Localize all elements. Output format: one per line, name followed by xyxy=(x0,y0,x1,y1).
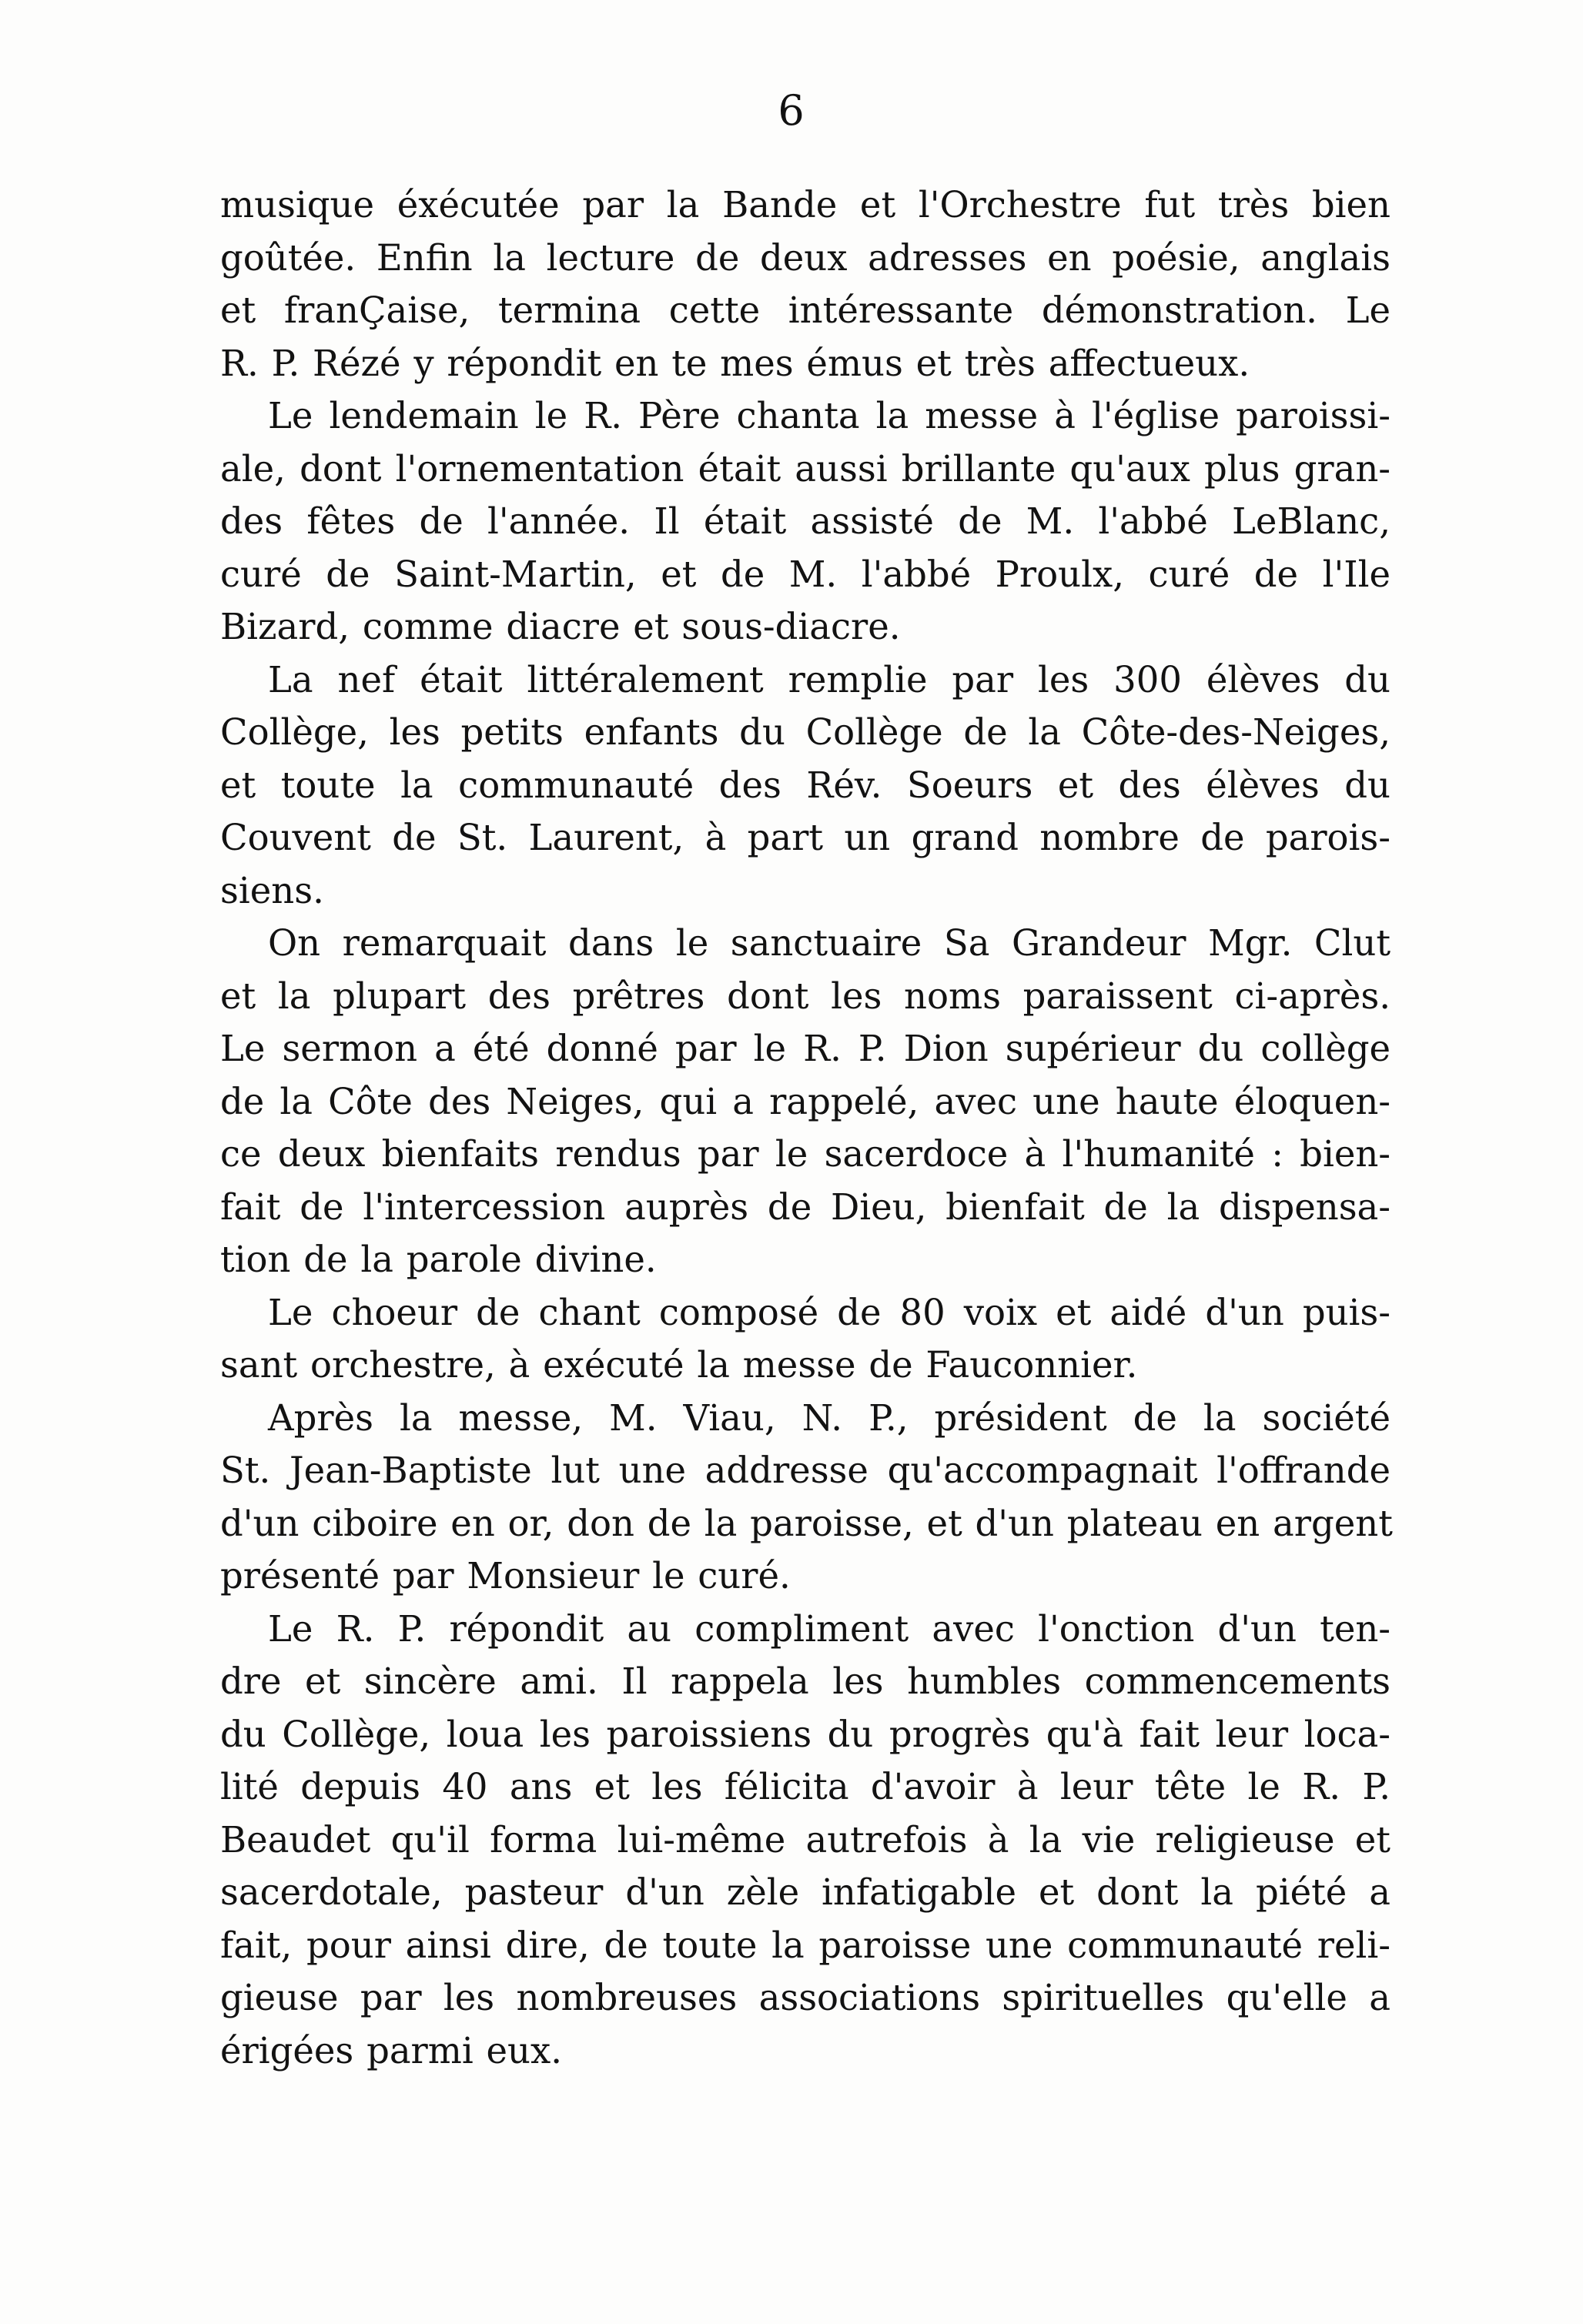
text-line: et franÇaise, termina cette intéressante démonstration. Le xyxy=(220,289,1391,331)
text-line: Le lendemain le R. Père chanta la messe à l'église paroissi- xyxy=(268,395,1391,436)
text-line: siens. xyxy=(220,869,324,911)
text-line: Couvent de St. Laurent, à part un grand nombre de parois- xyxy=(220,817,1391,858)
text-line: ce deux bienfaits rendus par le sacerdoce à l'humanité : bien- xyxy=(220,1133,1391,1175)
text-line: et la plupart des prêtres dont les noms paraissent ci-après. xyxy=(220,975,1391,1017)
text-line: érigées parmi eux. xyxy=(220,2029,563,2072)
text-line: et toute la communauté des Rév. Soeurs et des élèves du xyxy=(220,764,1391,806)
text-line: Beaudet qu'il forma lui-même autrefois à la vie religieuse et xyxy=(220,1818,1391,1861)
text-line: fait de l'intercession auprès de Dieu, bienfait de la dispensa- xyxy=(220,1185,1391,1228)
text-line: de la Côte des Neiges, qui a rappelé, avec une haute éloquen- xyxy=(220,1080,1391,1122)
text-line: St. Jean-Baptiste lut une addresse qu'accompagnait l'offrande xyxy=(220,1450,1391,1491)
text-line: La nef était littéralement remplie par les 300 élèves du xyxy=(268,658,1391,701)
text-line: Le sermon a été donné par le R. P. Dion supérieur du collège xyxy=(220,1028,1391,1069)
paragraph-2 xyxy=(220,390,1391,654)
text-line: R. P. Rézé y répondit en te mes émus et très affectueux. xyxy=(220,342,1250,384)
text-line: dre et sincère ami. Il rappela les humbles commencements xyxy=(220,1660,1391,1702)
text-line: d'un ciboire en or, don de la paroisse, et d'un plateau en argent xyxy=(220,1502,1393,1544)
paragraph-5 xyxy=(220,1286,1391,1392)
paragraph-1 xyxy=(220,179,1391,390)
paragraph-7 xyxy=(220,1603,1391,2078)
paragraph-6 xyxy=(220,1392,1391,1603)
text-line: Après la messe, M. Viau, N. P., président de la société xyxy=(268,1396,1391,1439)
text-line: gieuse par les nombreuses associations spirituelles qu'elle a xyxy=(220,1977,1391,2018)
text-line: présenté par Monsieur le curé. xyxy=(220,1555,791,1597)
paragraph-3 xyxy=(220,654,1391,918)
text-line: On remarquait dans le sanctuaire Sa Grandeur Mgr. Clut xyxy=(268,922,1391,964)
paragraph-4 xyxy=(220,917,1391,1286)
text-line: Collège, les petits enfants du Collège de la Côte-des-Neiges, xyxy=(220,711,1391,753)
body-text xyxy=(220,179,1391,2077)
text-line: curé de Saint-Martin, et de M. l'abbé Proulx, curé de l'Ile xyxy=(220,553,1391,595)
text-line: tion de la parole divine. xyxy=(220,1239,657,1280)
text-line: goûtée. Enfin la lecture de deux adresses en poésie, anglais xyxy=(220,236,1391,279)
text-line: du Collège, loua les paroissiens du progrès qu'à fait leur loca- xyxy=(220,1713,1391,1755)
page-number: 6 xyxy=(778,86,805,135)
text-line: fait, pour ainsi dire, de toute la paroisse une communauté reli- xyxy=(220,1924,1391,1966)
text-line: des fêtes de l'année. Il était assisté de M. l'abbé LeBlanc, xyxy=(220,500,1391,542)
text-line: sacerdotale, pasteur d'un zèle infatigable et dont la piété a xyxy=(220,1871,1391,1913)
text-line: lité depuis 40 ans et les félicita d'avoir à leur tête le R. P. xyxy=(220,1766,1391,1807)
text-line: musique éxécutée par la Bande et l'Orchestre fut très bien xyxy=(220,184,1391,226)
text-line: Bizard, comme diacre et sous-diacre. xyxy=(220,606,901,647)
text-line: ale, dont l'ornementation était aussi brillante qu'aux plus gran- xyxy=(220,447,1391,490)
text-line: Le choeur de chant composé de 80 voix et aidé d'un puis- xyxy=(268,1291,1391,1333)
text-line: sant orchestre, à exécuté la messe de Fauconnier. xyxy=(220,1344,1138,1386)
text-line: Le R. P. répondit au compliment avec l'onction d'un ten- xyxy=(268,1607,1391,1650)
